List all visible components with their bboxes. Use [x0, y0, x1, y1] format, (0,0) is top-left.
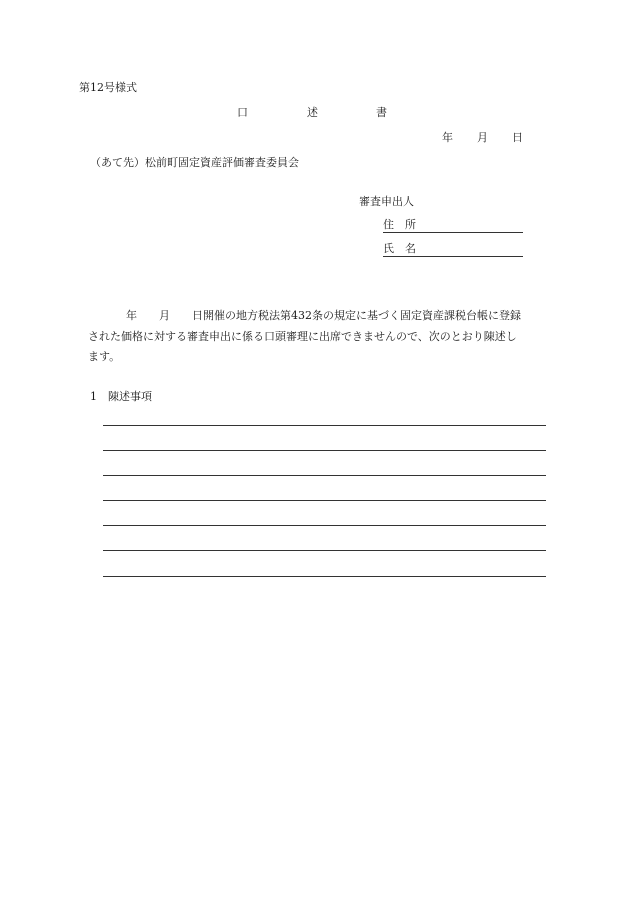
- statement-line-4[interactable]: [103, 500, 546, 501]
- name-field[interactable]: [383, 242, 523, 257]
- date-month-label: 月: [477, 131, 488, 144]
- statement-line-3[interactable]: [103, 475, 546, 476]
- statement-line-1[interactable]: [103, 425, 546, 426]
- body-line-2: された価格に対する審査申出に係る口頭審理に出席できませんので、次のとおり陳述し: [88, 329, 517, 343]
- applicant-label: 審査申出人: [359, 195, 414, 208]
- statement-line-2[interactable]: [103, 450, 546, 451]
- date-day-label: 日: [512, 131, 523, 144]
- statement-line-7[interactable]: [103, 576, 546, 577]
- title-char-3: 書: [376, 106, 387, 119]
- address-label: 住 所: [383, 218, 416, 231]
- address-field[interactable]: [383, 218, 523, 233]
- addressee: （あて先）松前町固定資産評価審査委員会: [90, 156, 299, 169]
- form-number: 第12号様式: [79, 81, 137, 94]
- name-label: 氏 名: [383, 242, 416, 255]
- statement-body: [88, 306, 550, 368]
- body-line-3: ます。: [88, 350, 121, 363]
- statement-line-5[interactable]: [103, 525, 546, 526]
- title-char-2: 述: [307, 106, 318, 119]
- body-line-1: 年 月 日開催の地方税法第432条の規定に基づく固定資産課税台帳に登録: [126, 309, 521, 322]
- title-char-1: 口: [237, 106, 248, 119]
- date-year-label: 年: [442, 131, 453, 144]
- statement-line-6[interactable]: [103, 550, 546, 551]
- section-heading: 1 陳述事項: [90, 390, 152, 403]
